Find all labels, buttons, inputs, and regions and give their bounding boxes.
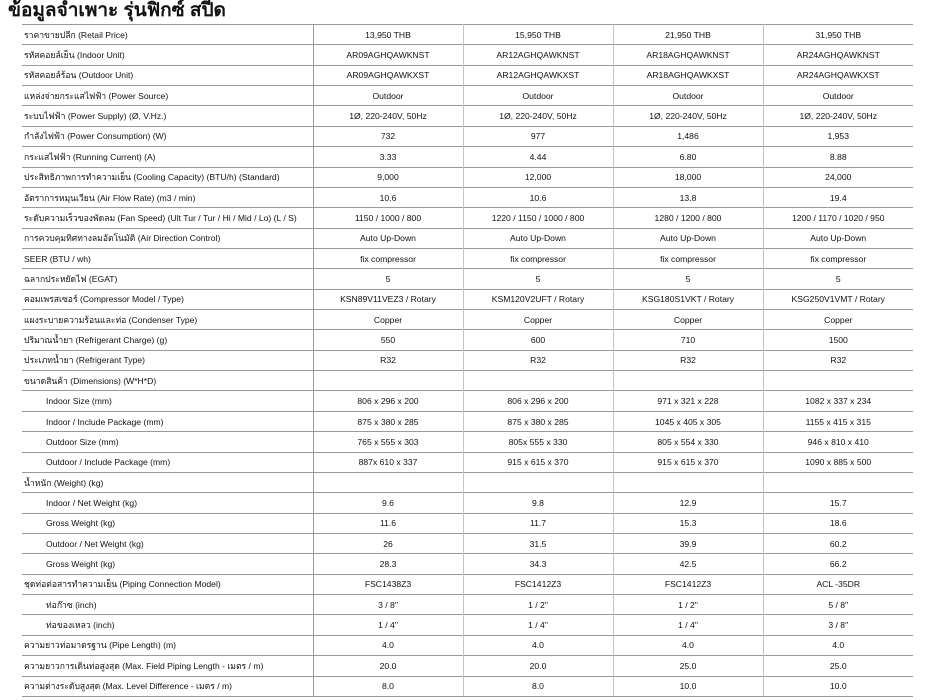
spec-value-model-3: Auto Up-Down bbox=[613, 228, 763, 248]
spec-value-model-2: KSM120V2UFT / Rotary bbox=[463, 289, 613, 309]
spec-row bbox=[22, 656, 913, 676]
spec-value-model-3: 5 bbox=[613, 269, 763, 289]
spec-value-model-2: 977 bbox=[463, 126, 613, 146]
spec-value-model-2: Copper bbox=[463, 310, 613, 330]
spec-value-model-3 bbox=[613, 472, 763, 492]
spec-row bbox=[22, 493, 913, 513]
spec-value-model-3: 1,486 bbox=[613, 126, 763, 146]
spec-value-model-2: 5 bbox=[463, 269, 613, 289]
spec-row bbox=[22, 595, 913, 615]
spec-value-model-2: 20.0 bbox=[463, 656, 613, 676]
spec-value-model-1: fix compressor bbox=[313, 248, 463, 268]
spec-value-model-1 bbox=[313, 472, 463, 492]
spec-value-model-1: 28.3 bbox=[313, 554, 463, 574]
spec-label: ชุดท่อต่อสารทำความเย็น (Piping Connection Model) bbox=[22, 574, 313, 594]
spec-value-model-4: Auto Up-Down bbox=[763, 228, 913, 248]
spec-value-model-1: FSC1438Z3 bbox=[313, 574, 463, 594]
spec-value-model-4: 1,953 bbox=[763, 126, 913, 146]
spec-row bbox=[22, 187, 913, 207]
spec-value-model-1: 3.33 bbox=[313, 147, 463, 167]
spec-label: Indoor / Net Weight (kg) bbox=[22, 493, 313, 513]
spec-value-model-3: 710 bbox=[613, 330, 763, 350]
spec-value-model-1: 20.0 bbox=[313, 656, 463, 676]
spec-value-model-2: 11.7 bbox=[463, 513, 613, 533]
spec-value-model-2: 1Ø, 220-240V, 50Hz bbox=[463, 106, 613, 126]
spec-label: อัตราการหมุนเวียน (Air Flow Rate) (m3 / min) bbox=[22, 187, 313, 207]
spec-value-model-4: Outdoor bbox=[763, 86, 913, 106]
spec-table-body bbox=[22, 25, 913, 697]
spec-row bbox=[22, 615, 913, 635]
spec-value-model-1: 26 bbox=[313, 533, 463, 553]
spec-row bbox=[22, 126, 913, 146]
spec-value-model-4: 1090 x 885 x 500 bbox=[763, 452, 913, 472]
spec-value-model-3: Outdoor bbox=[613, 86, 763, 106]
spec-value-model-4: 3 / 8" bbox=[763, 615, 913, 635]
spec-row bbox=[22, 167, 913, 187]
spec-value-model-3: 12.9 bbox=[613, 493, 763, 513]
spec-value-model-2: fix compressor bbox=[463, 248, 613, 268]
spec-value-model-3: 13.8 bbox=[613, 187, 763, 207]
spec-label: ท่อก๊าซ (inch) bbox=[22, 595, 313, 615]
spec-value-model-3 bbox=[613, 371, 763, 391]
spec-value-model-2: 31.5 bbox=[463, 533, 613, 553]
spec-label: กระแสไฟฟ้า (Running Current) (A) bbox=[22, 147, 313, 167]
spec-value-model-1: 9,000 bbox=[313, 167, 463, 187]
spec-value-model-2: 4.0 bbox=[463, 635, 613, 655]
spec-label: ระบบไฟฟ้า (Power Supply) (Ø, V.Hz.) bbox=[22, 106, 313, 126]
spec-row bbox=[22, 248, 913, 268]
spec-value-model-4: 18.6 bbox=[763, 513, 913, 533]
spec-row bbox=[22, 310, 913, 330]
spec-value-model-1: 8.0 bbox=[313, 676, 463, 696]
spec-value-model-1: AR09AGHQAWKXST bbox=[313, 65, 463, 85]
spec-value-model-1: 1 / 4" bbox=[313, 615, 463, 635]
spec-label: ขนาดสินค้า (Dimensions) (W*H*D) bbox=[22, 371, 313, 391]
spec-value-model-4: 4.0 bbox=[763, 635, 913, 655]
spec-label: Gross Weight (kg) bbox=[22, 513, 313, 533]
spec-value-model-2: 8.0 bbox=[463, 676, 613, 696]
spec-label: Gross Weight (kg) bbox=[22, 554, 313, 574]
spec-row bbox=[22, 330, 913, 350]
spec-value-model-3: 42.5 bbox=[613, 554, 763, 574]
spec-label: รหัสคอยล์ร้อน (Outdoor Unit) bbox=[22, 65, 313, 85]
spec-value-model-4: 15.7 bbox=[763, 493, 913, 513]
spec-label: ปริมาณน้ำยา (Refrigerant Charge) (g) bbox=[22, 330, 313, 350]
spec-label: ความยาวท่อมาตรฐาน (Pipe Length) (m) bbox=[22, 635, 313, 655]
spec-row bbox=[22, 228, 913, 248]
spec-value-model-4: 1500 bbox=[763, 330, 913, 350]
spec-value-model-3: R32 bbox=[613, 350, 763, 370]
spec-value-model-1: 13,950 THB bbox=[313, 25, 463, 45]
spec-value-model-1: 1150 / 1000 / 800 bbox=[313, 208, 463, 228]
spec-row bbox=[22, 472, 913, 492]
spec-label: Outdoor / Net Weight (kg) bbox=[22, 533, 313, 553]
spec-value-model-1: 1Ø, 220-240V, 50Hz bbox=[313, 106, 463, 126]
spec-value-model-3: 1045 x 405 x 305 bbox=[613, 411, 763, 431]
spec-value-model-2: 875 x 380 x 285 bbox=[463, 411, 613, 431]
spec-row bbox=[22, 432, 913, 452]
spec-value-model-1: 4.0 bbox=[313, 635, 463, 655]
spec-value-model-2: 10.6 bbox=[463, 187, 613, 207]
spec-value-model-3: 805 x 554 x 330 bbox=[613, 432, 763, 452]
spec-row bbox=[22, 106, 913, 126]
spec-value-model-2: 806 x 296 x 200 bbox=[463, 391, 613, 411]
spec-value-model-1: 875 x 380 x 285 bbox=[313, 411, 463, 431]
spec-row bbox=[22, 371, 913, 391]
spec-value-model-3: 1 / 2" bbox=[613, 595, 763, 615]
spec-label: ประเภทน้ำยา (Refrigerant Type) bbox=[22, 350, 313, 370]
spec-table bbox=[22, 24, 913, 697]
spec-value-model-3: 39.9 bbox=[613, 533, 763, 553]
spec-value-model-2 bbox=[463, 472, 613, 492]
spec-value-model-4: R32 bbox=[763, 350, 913, 370]
spec-value-model-3: fix compressor bbox=[613, 248, 763, 268]
spec-value-model-1: AR09AGHQAWKNST bbox=[313, 45, 463, 65]
spec-value-model-1: 3 / 8" bbox=[313, 595, 463, 615]
spec-label: SEER (BTU / wh) bbox=[22, 248, 313, 268]
spec-value-model-1: 5 bbox=[313, 269, 463, 289]
spec-value-model-3: AR18AGHQAWKNST bbox=[613, 45, 763, 65]
spec-value-model-2: Outdoor bbox=[463, 86, 613, 106]
spec-value-model-2: 15,950 THB bbox=[463, 25, 613, 45]
spec-value-model-1: 550 bbox=[313, 330, 463, 350]
spec-label: ระดับความเร็วของพัดลม (Fan Speed) (Ult Tur / Tur / Hi / Mid / Lo) (L / S) bbox=[22, 208, 313, 228]
spec-row bbox=[22, 411, 913, 431]
spec-value-model-4: 1Ø, 220-240V, 50Hz bbox=[763, 106, 913, 126]
spec-row bbox=[22, 554, 913, 574]
spec-label: ความยาวการเดินท่อสูงสุด (Max. Field Piping Length - เมตร / m) bbox=[22, 656, 313, 676]
spec-value-model-3: AR18AGHQAWKXST bbox=[613, 65, 763, 85]
spec-row bbox=[22, 574, 913, 594]
spec-value-model-4: 8.88 bbox=[763, 147, 913, 167]
spec-row bbox=[22, 391, 913, 411]
spec-value-model-2: 34.3 bbox=[463, 554, 613, 574]
spec-value-model-3: 1280 / 1200 / 800 bbox=[613, 208, 763, 228]
spec-row bbox=[22, 25, 913, 45]
spec-value-model-1: 887x 610 x 337 bbox=[313, 452, 463, 472]
spec-value-model-2: Auto Up-Down bbox=[463, 228, 613, 248]
spec-label: น้ำหนัก (Weight) (kg) bbox=[22, 472, 313, 492]
spec-row bbox=[22, 86, 913, 106]
spec-value-model-2: 600 bbox=[463, 330, 613, 350]
spec-value-model-1: Outdoor bbox=[313, 86, 463, 106]
spec-value-model-4: 60.2 bbox=[763, 533, 913, 553]
spec-label: ความต่างระดับสูงสุด (Max. Level Difference - เมตร / m) bbox=[22, 676, 313, 696]
spec-label: ประสิทธิภาพการทำความเย็น (Cooling Capacity) (BTU/h) (Standard) bbox=[22, 167, 313, 187]
spec-value-model-2: 12,000 bbox=[463, 167, 613, 187]
spec-value-model-4 bbox=[763, 472, 913, 492]
spec-label: Indoor Size (mm) bbox=[22, 391, 313, 411]
spec-value-model-3: Copper bbox=[613, 310, 763, 330]
spec-value-model-2: 805x 555 x 330 bbox=[463, 432, 613, 452]
spec-value-model-2: AR12AGHQAWKNST bbox=[463, 45, 613, 65]
spec-row bbox=[22, 452, 913, 472]
spec-value-model-2: 9.8 bbox=[463, 493, 613, 513]
spec-value-model-1: 11.6 bbox=[313, 513, 463, 533]
spec-row bbox=[22, 289, 913, 309]
spec-value-model-4 bbox=[763, 371, 913, 391]
spec-value-model-4: AR24AGHQAWKXST bbox=[763, 65, 913, 85]
spec-value-model-3: FSC1412Z3 bbox=[613, 574, 763, 594]
spec-value-model-3: 1Ø, 220-240V, 50Hz bbox=[613, 106, 763, 126]
spec-row bbox=[22, 147, 913, 167]
spec-value-model-3: 915 x 615 x 370 bbox=[613, 452, 763, 472]
spec-value-model-3: 10.0 bbox=[613, 676, 763, 696]
spec-value-model-4: KSG250V1VMT / Rotary bbox=[763, 289, 913, 309]
spec-label: รหัสคอยล์เย็น (Indoor Unit) bbox=[22, 45, 313, 65]
spec-value-model-1: Copper bbox=[313, 310, 463, 330]
spec-value-model-1: Auto Up-Down bbox=[313, 228, 463, 248]
spec-label: Indoor / Include Package (mm) bbox=[22, 411, 313, 431]
spec-value-model-3: 4.0 bbox=[613, 635, 763, 655]
spec-row bbox=[22, 269, 913, 289]
spec-row bbox=[22, 513, 913, 533]
spec-value-model-1: 10.6 bbox=[313, 187, 463, 207]
spec-value-model-3: KSG180S1VKT / Rotary bbox=[613, 289, 763, 309]
spec-value-model-4: 1082 x 337 x 234 bbox=[763, 391, 913, 411]
spec-value-model-4: 1200 / 1170 / 1020 / 950 bbox=[763, 208, 913, 228]
spec-row bbox=[22, 350, 913, 370]
spec-value-model-3: 1 / 4" bbox=[613, 615, 763, 635]
spec-value-model-4: 66.2 bbox=[763, 554, 913, 574]
spec-value-model-3: 6.80 bbox=[613, 147, 763, 167]
spec-label: Outdoor / Include Package (mm) bbox=[22, 452, 313, 472]
spec-value-model-3: 18,000 bbox=[613, 167, 763, 187]
spec-value-model-3: 971 x 321 x 228 bbox=[613, 391, 763, 411]
spec-value-model-4: 5 bbox=[763, 269, 913, 289]
spec-value-model-1: 765 x 555 x 303 bbox=[313, 432, 463, 452]
page-title: ข้อมูลจำเพาะ รุ่นฟิกซ์ สปีด bbox=[8, 0, 226, 21]
spec-row bbox=[22, 65, 913, 85]
spec-value-model-1: 732 bbox=[313, 126, 463, 146]
spec-value-model-4: fix compressor bbox=[763, 248, 913, 268]
spec-value-model-2: 1 / 2" bbox=[463, 595, 613, 615]
spec-value-model-3: 15.3 bbox=[613, 513, 763, 533]
spec-value-model-2: 915 x 615 x 370 bbox=[463, 452, 613, 472]
spec-value-model-2: 1 / 4" bbox=[463, 615, 613, 635]
spec-value-model-4: 24,000 bbox=[763, 167, 913, 187]
spec-value-model-4: AR24AGHQAWKNST bbox=[763, 45, 913, 65]
spec-value-model-2: 4.44 bbox=[463, 147, 613, 167]
spec-row bbox=[22, 676, 913, 696]
spec-value-model-4: 10.0 bbox=[763, 676, 913, 696]
spec-value-model-1: R32 bbox=[313, 350, 463, 370]
spec-value-model-2: FSC1412Z3 bbox=[463, 574, 613, 594]
spec-value-model-4: Copper bbox=[763, 310, 913, 330]
spec-row bbox=[22, 208, 913, 228]
spec-value-model-2 bbox=[463, 371, 613, 391]
spec-value-model-1 bbox=[313, 371, 463, 391]
spec-label: แผงระบายความร้อนและท่อ (Condenser Type) bbox=[22, 310, 313, 330]
spec-label: การควบคุมทิศทางลมอัตโนมัติ (Air Direction Control) bbox=[22, 228, 313, 248]
spec-value-model-1: 9.6 bbox=[313, 493, 463, 513]
spec-label: ราคาขายปลีก (Retail Price) bbox=[22, 25, 313, 45]
spec-row bbox=[22, 45, 913, 65]
spec-label: ฉลากประหยัดไฟ (EGAT) bbox=[22, 269, 313, 289]
spec-value-model-4: 19.4 bbox=[763, 187, 913, 207]
spec-value-model-4: ACL -35DR bbox=[763, 574, 913, 594]
spec-value-model-1: KSN89V11VEZ3 / Rotary bbox=[313, 289, 463, 309]
spec-value-model-3: 21,950 THB bbox=[613, 25, 763, 45]
spec-value-model-1: 806 x 296 x 200 bbox=[313, 391, 463, 411]
spec-value-model-3: 25.0 bbox=[613, 656, 763, 676]
spec-row bbox=[22, 533, 913, 553]
spec-label: ท่อของเหลว (inch) bbox=[22, 615, 313, 635]
spec-label: Outdoor Size (mm) bbox=[22, 432, 313, 452]
spec-label: คอมเพรสเซอร์ (Compressor Model / Type) bbox=[22, 289, 313, 309]
spec-value-model-2: AR12AGHQAWKXST bbox=[463, 65, 613, 85]
spec-value-model-4: 5 / 8" bbox=[763, 595, 913, 615]
spec-label: แหล่งจ่ายกระแสไฟฟ้า (Power Source) bbox=[22, 86, 313, 106]
spec-label: กำลังไฟฟ้า (Power Consumption) (W) bbox=[22, 126, 313, 146]
spec-value-model-4: 1155 x 415 x 315 bbox=[763, 411, 913, 431]
spec-value-model-4: 946 x 810 x 410 bbox=[763, 432, 913, 452]
spec-value-model-2: R32 bbox=[463, 350, 613, 370]
spec-row bbox=[22, 635, 913, 655]
spec-value-model-2: 1220 / 1150 / 1000 / 800 bbox=[463, 208, 613, 228]
spec-value-model-4: 25.0 bbox=[763, 656, 913, 676]
spec-value-model-4: 31,950 THB bbox=[763, 25, 913, 45]
